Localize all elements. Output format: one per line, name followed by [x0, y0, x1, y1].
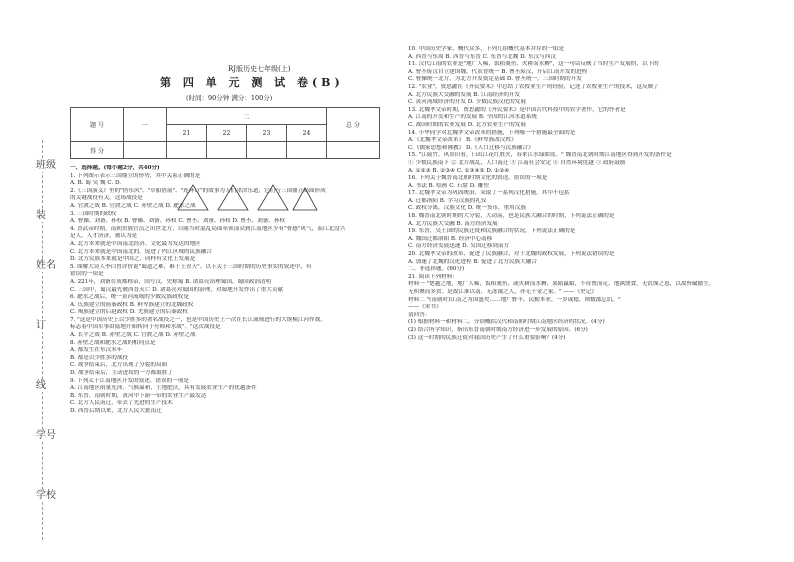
- section-1-heading: 一、选择题。(每小题2分，共40分): [70, 165, 160, 171]
- right-line: 15. "江陵竹，风景旧看，曰出江花红胜火，春来江水绿如蓝。" 魏晋南北朝时期江南地区得到开发的条件是: [408, 152, 672, 159]
- left-line: D. 西晋后期以来，北方人民大批南迁: [70, 408, 162, 414]
- left-line: A. 曹操、刘备、孙权 B. 曹操、刘备、孙权 C. 曹丕、刘备、孙权 D. 曹丕、刘备、孙权: [70, 218, 286, 225]
- right-line: (3) 这一时期的民族迁徙对我国历史产生了什么重要影响？(4分): [408, 334, 566, 341]
- score-cell[interactable]: [287, 142, 327, 159]
- page-title: 第 四 单 元 测 试 卷(B): [160, 76, 344, 89]
- right-line: A. 曹丕废汉自立建国魏，代表晋统一 B. 曹丕废汉，开启江南开发的进程: [408, 68, 588, 75]
- left-line: A. B. 蜀 吴 魏 C. D.: [70, 180, 122, 187]
- right-line: 材料二 "(南朝时)江南之为国盛矣……地广野丰，民勤本业，一岁或稔，则数郡忘饥。": [408, 296, 621, 303]
- left-line: C. 北方人民南迁，带去了先进的生产技术: [70, 400, 173, 407]
- left-line: C. 羯族建立的后赵政权 D. 羌族建立的后秦政权: [70, 309, 188, 316]
- right-line: ——《宋书》: [408, 304, 442, 311]
- right-line: 12. "农业"，贾思勰在《齐民要术》中总结了农牧业生产的经验，记述了农牧业生产的技术，这反映了: [408, 83, 659, 90]
- right-line: C. 黄河流域经济的开发 D. 少数民族汉化的发展: [408, 99, 526, 106]
- score-cell[interactable]: [124, 142, 167, 159]
- right-line: 无积聚而多贫。是故江淮以南，无冻饿之人，亦无千金之家。" ——《史记》: [408, 289, 597, 295]
- right-line: C. 政权分离，汉族文化 D. 统一货币，重用汉族: [408, 205, 526, 212]
- left-line: A. 北方本来就是中国南北经济、文化最为发达的地区: [70, 240, 201, 247]
- right-line: A. ①②③ B. ②③④ C. ①③④⑤ D. ①②④: [408, 167, 510, 174]
- binding-label-number: 学号: [36, 430, 56, 441]
- left-line: A. 江南地区雨量充沛，气候温和，土地肥沃，具有发展农业生产的优越条件: [70, 385, 257, 392]
- right-line: A. 迁都洛阳 B. 学习汉族的礼仪: [408, 197, 487, 204]
- binding-label-ding: 订: [36, 320, 46, 331]
- score-col-21: 21: [167, 125, 207, 142]
- right-line: (1) 根据材料一和材料二，分别概括汉代和南朝时期江南地区经济的状况。(4分): [408, 319, 605, 326]
- left-line: B. 东晋、南朝时期，黄河中下游一带的农业生产最发达: [70, 392, 207, 399]
- left-line: B. 都是以少胜多的战役: [70, 354, 129, 361]
- edition-label: RJ版历史七年级(上): [228, 65, 291, 73]
- binding-label-zhuang: 装: [36, 210, 46, 221]
- right-line: 材料一 "楚越之地，地广人稀，饭稻羹鱼，或火耕而水耨，果隋蠃蛤，不待贾而足，地埶饶食，无饥馑之患，以故呰窳偷生，: [408, 281, 715, 288]
- right-line: C. 南方经济发展迅速 D. 吴国迁移到南方: [408, 243, 510, 250]
- time-note: (时间：90分钟 满分：100分): [186, 94, 273, 102]
- triangle-c: [258, 185, 288, 210]
- score-col-23: 23: [247, 125, 287, 142]
- left-line: 2.《三国演义》里的"借东风"、"草船借箭"、"连环计"的故事为人们津津乐道，它们与三国鼎立局面形成: [70, 187, 326, 194]
- right-line: 21. 阅读下列材料：: [408, 273, 458, 280]
- right-line: 20. 北魏孝文帝的改革，促进了民族融合，对于北魏的政权发展，下列说法错误的是: [408, 251, 615, 258]
- left-line: D. 北方民族本来就是中国之，同样有文化上发展是: [70, 256, 196, 263]
- left-line: A. 长平之战 B. 赤壁之战 C. 官渡之战 D. 赤壁之战: [70, 332, 196, 339]
- right-line: A. 书法 B. 绘画 C. 石窟 D. 雕塑: [408, 182, 489, 189]
- right-line: (2) 结合所学知识，指出东晋南朝时期南方经济进一步发展的原因。(6分): [408, 326, 588, 333]
- right-line: 19. 东晋，吴王国的民族迁徙和民族融合的状况，下列说法正确的是: [408, 228, 576, 235]
- score-cell[interactable]: [327, 142, 380, 159]
- right-line: A. 江南的开发和生产的发展 B. 全国的江河水道系统: [408, 114, 537, 121]
- score-row-label: 得 分: [71, 142, 124, 159]
- right-line: A. 魏国迁都洛阳 B. 经济中心南移: [408, 235, 493, 242]
- left-line: 标志着中国军事由陆地开始转向于舟师和水战"。"这次战役是: [70, 324, 221, 331]
- right-line: 13. 北魏孝文帝时期，贾思勰的《齐民要术》是中国古代科技中的农学著作，它的作者是: [408, 106, 626, 113]
- right-line: A. 北方民族大交融的发展 B. 江南经济的开发: [408, 91, 521, 98]
- left-line: 错误的一项是: [70, 271, 104, 278]
- right-line: 14. 小华同学对北魏孝文帝改革的措施，下列哪一个措施最全面的是: [408, 129, 576, 136]
- left-line: 5. 图解大诗人李白曾评价说"蜀道之难，难于上青天"。以下关于三国时期的历史事实的叙述中，有: [70, 263, 312, 270]
- left-line: A. 都发生在东汉末年: [70, 347, 123, 354]
- triangle-b: [218, 185, 248, 210]
- binding-label-class: 班级: [36, 160, 56, 171]
- score-header-part1: 一: [124, 108, 167, 142]
- left-line: A. 氐族建立的前秦政权 B. 鲜卑族建立的北魏政权: [70, 301, 194, 308]
- binding-margin: [28, 140, 58, 540]
- score-header-label: 题 号: [71, 108, 124, 142]
- triangle-a: [178, 185, 208, 210]
- left-line: 6. 淝水之战后，统一黄河流域的少数民族政权是: [70, 294, 189, 301]
- left-line: C. 战争结束后，北方出现了分裂的局面: [70, 362, 168, 369]
- score-header-part2: 二: [167, 108, 327, 125]
- right-line: C. 战国时期的农业发展 D. 北方农业生产的发展: [408, 121, 526, 128]
- right-line: C. 曹操统一北方，为北方开发奠定基础 D. 曹丕统一，三国时期的开发: [408, 76, 582, 83]
- triangle-d: [293, 188, 317, 210]
- left-line: 3. 三国时期的政权: [70, 210, 117, 217]
- right-line: A. 西晋与东周 B. 西晋与东晋 C. 东晋与北魏 D. 东汉与西汉: [408, 53, 556, 60]
- score-header-total: 总 分: [327, 108, 380, 142]
- left-line: 9. 下列关于江南地区开发的叙述，错误的一项是: [70, 377, 189, 384]
- right-line: 16. 下列关于魏晋南北朝时期文化的叙述，错误的一项是: [408, 175, 548, 182]
- right-line: 10. 中国历史学家，概代众多，下列几组概代基本并存的一组是: [408, 46, 565, 52]
- score-table: [70, 107, 380, 159]
- score-col-24: 24: [287, 125, 327, 142]
- binding-label-name: 姓名: [36, 260, 56, 271]
- right-line: C.《儒家思想和佛教》 D.《人口迁移与民族融合》: [408, 144, 534, 151]
- cut-line: [42, 140, 43, 540]
- right-line: A.《北魏孝文帝改革》 B.《鲜卑族改汉姓》: [408, 137, 517, 144]
- left-line: A. 221年，刘备在成都称帝，国号汉，史称蜀 B. 诸葛亮治理蜀国，蜀国政治清明: [70, 278, 272, 285]
- left-line: 4. 晋武帝时期，南朝贵族官员之出世北方，目睹当时混乱局面率领部众到江南地区少有"骨感"风气，而江北没兴: [70, 225, 346, 232]
- right-line: 17. 北魏孝文帝为巩固统治，采取了一系列汉化措施，其中不包括: [408, 190, 570, 197]
- binding-label-school: 学校: [36, 490, 56, 501]
- left-line: 8. 赤壁之战和淝水之战的相同点是: [70, 339, 156, 346]
- left-line: A. 官渡之战 B. 官渡之战 C. 赤壁之战 D. 淝水之战: [70, 202, 196, 209]
- score-cell[interactable]: [207, 142, 247, 159]
- right-line: ① 少数民族南下 ② 北方战乱，人口南迁 ③ 江南社会安定 ④ 自然环境优越 ⑤ 政府鼓励: [408, 159, 626, 166]
- left-line: 7. "这是中国历史上以少胜多的著名战役之一，也是中国历史上一次在长江流域进行的大规模江河作战，: [70, 316, 326, 323]
- right-line: 11. 汉代江南的农业是"地广人稀，饭稻羹鱼，火耕而水耨"，这一句话反映了当时生产发展的，以下的: [408, 61, 659, 68]
- score-cell[interactable]: [167, 142, 207, 159]
- left-line: C. 北方本来就是中国南北的，促进了内江区域的民族融合: [70, 248, 212, 255]
- right-line: 二、非选择题。(60分): [408, 266, 465, 273]
- question1-diagram: [168, 180, 318, 216]
- right-line: A. 加速了北魏的汉化进程 B. 促进了北方民族大融合: [408, 258, 537, 265]
- left-line: 1. 下列图示表示三国鼎立的形势，其中关系正确的是: [70, 172, 201, 179]
- right-line: A. 北方民族大交融 B. 南方经济发展: [408, 220, 498, 227]
- binding-label-xian: 线: [36, 380, 46, 391]
- right-line: 请回答：: [408, 311, 431, 318]
- left-line: D. 战争结束后，主动进攻的一方都取胜了: [70, 370, 173, 377]
- left-line: C. 三国中，蜀汉最先被西晋灭亡 D. 诸葛亮对蜀国的治理，对蜀地开发作出了重大贡献: [70, 286, 284, 293]
- right-line: 18. 魏晋南北朝时期的大分裂，大动荡，也是民族大融合的时期，下列说法正确的是: [408, 213, 615, 220]
- score-col-22: 22: [207, 125, 247, 142]
- left-line: 的关键战役有关，这场战役是: [70, 195, 143, 202]
- score-cell[interactable]: [247, 142, 287, 159]
- left-line: 是人，人才济济，被认为是: [70, 233, 138, 240]
- right-column: [408, 46, 738, 342]
